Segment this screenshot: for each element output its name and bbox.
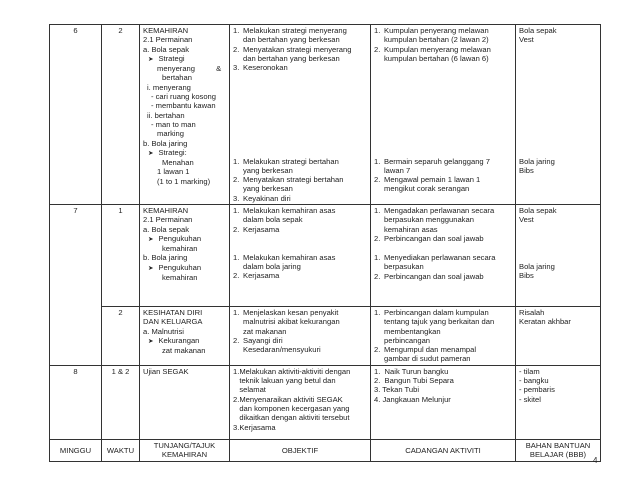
cadangan-8: [371, 365, 516, 439]
bbb-6b: [516, 156, 601, 205]
bbb-8: [516, 365, 601, 439]
activity-item: 2. Mengawal pemain 1 lawan 1 mengikut corak serangan: [374, 175, 481, 194]
objective-item: 3. Keseronokan: [233, 63, 288, 73]
topic-line: b. Bola jaring: [143, 138, 188, 148]
bbb-7-1: [516, 204, 601, 306]
objective-line: dikaitkan dengan aktiviti tersebut: [233, 413, 350, 423]
objektif-7-1: [230, 204, 371, 306]
topic-week-6: [140, 25, 230, 205]
topic-line: KEMAHIRAN: [143, 205, 189, 215]
row-week-6a: [50, 25, 601, 156]
arrow-bullet-icon: ➤: [148, 264, 154, 272]
header-tunjang: TUNJANG/TAJUK KEMAHIRAN: [140, 439, 230, 461]
topic-line: DAN KELUARGA: [143, 317, 203, 327]
row-week-7-period-1: [50, 204, 601, 306]
minggu-6: 6: [50, 25, 102, 205]
objektif-8: [230, 365, 371, 439]
material-item: Vest: [519, 35, 534, 45]
material-item: Bola sepak: [519, 26, 557, 35]
objective-item: 1. Menjelaskan kesan penyakit malnutrisi akibat kekurangan zat makanan: [233, 307, 340, 336]
material-item: Bola jaring: [519, 156, 555, 166]
header-waktu: WAKTU: [102, 439, 140, 461]
objective-item: 1. Melakukan strategi bertahan yang berkesan: [233, 156, 339, 175]
activity-line: 4. Jangkauan Melunjur: [374, 394, 451, 404]
objective-item: 2. Menyatakan strategi menyerang dan bertahan yang berkesan: [233, 44, 352, 63]
page-number: 4: [593, 456, 598, 465]
activity-item: 1. Kumpulan penyerang melawan kumpulan bertahan (2 lawan 2): [374, 26, 489, 45]
topic-line: KESIHATAN DIRI: [143, 307, 203, 317]
activity-item: 1. Bermain separuh gelanggang 7 lawan 7: [374, 156, 490, 175]
material-item: Bibs: [519, 270, 534, 280]
topic-line: a. Bola sepak: [143, 224, 190, 234]
cadangan-7-1: [371, 204, 516, 306]
objective-item: 1. Melakukan kemahiran asas dalam bola jaring: [233, 252, 336, 272]
material-item: Vest: [519, 215, 534, 225]
topic-line: 2.1 Permainan: [143, 215, 193, 225]
activity-item: 1. Perbincangan dalam kumpulan tentang tajuk yang berkaitan dan membentangkan perbincangan: [374, 307, 495, 345]
topic-line: b. Bola jaring: [143, 253, 188, 263]
topic-line: menyerang &: [157, 64, 222, 74]
row-week-8: [50, 365, 601, 439]
objective-item: 2. Sayangi diri Kesedaran/mensyukuri: [233, 335, 321, 355]
table-header-row: [50, 439, 601, 461]
topic-line: marking: [157, 129, 185, 139]
row-week-7-period-2: [50, 306, 601, 365]
objective-line: 1.Melakukan aktiviti-aktiviti dengan: [233, 366, 351, 376]
header-objektif: OBJEKTIF: [230, 439, 371, 461]
activity-item: 2. Perbincangan dan soal jawab: [374, 233, 484, 243]
topic-line: - membantu kawan: [151, 101, 216, 111]
arrow-bullet-icon: ➤: [148, 55, 154, 63]
topic-line: 2.1 Permainan: [143, 35, 193, 45]
topic-line: - man to man: [151, 119, 196, 129]
waktu-7-2: 2: [102, 306, 140, 365]
topic-line: a. Malnutrisi: [143, 326, 184, 336]
material-item: - skitel: [519, 394, 541, 404]
material-item: Keratan akhbar: [519, 317, 571, 327]
activity-line: 3. Tekan Tubi: [374, 385, 420, 395]
objective-item: 1. Melakukan kemahiran asas dalam bola sepak: [233, 205, 336, 225]
cadangan-6b: [371, 156, 516, 205]
topic-line: (1 to 1 marking): [157, 176, 211, 186]
activity-line: 1. Naik Turun bangku: [374, 366, 449, 376]
arrow-bullet-icon: ➤: [148, 235, 154, 243]
header-minggu: MINGGU: [50, 439, 102, 461]
topic-line: Menahan: [162, 158, 194, 168]
topic-line: - cari ruang kosong: [151, 92, 217, 102]
waktu-7-1: 1: [102, 204, 140, 306]
objective-item: 2. Kerjasama: [233, 224, 280, 234]
topic-line: a. Bola sepak: [143, 44, 190, 54]
objective-line: dan komponen kecergasan yang: [233, 403, 350, 413]
topic-bullet: ➤ Pengukuhan: [148, 262, 202, 272]
topic-bullet: ➤ Strategi: [148, 53, 185, 63]
minggu-7: 7: [50, 204, 102, 365]
topic-line: 1 lawan 1: [157, 167, 190, 177]
objektif-6b: [230, 156, 371, 205]
topic-week-8: Ujian SEGAK: [140, 365, 230, 439]
activity-item: 1. Menyediakan perlawanan secara berpasukan: [374, 253, 496, 272]
material-item: - tilam: [519, 366, 540, 376]
activity-item: 2. Perbincangan dan soal jawab: [374, 271, 484, 281]
topic-line: zat makanan: [162, 346, 206, 356]
bbb-7-2: [516, 306, 601, 365]
waktu-6: 2: [102, 25, 140, 205]
topic-bullet: ➤ Kekurangan: [148, 335, 200, 345]
activity-line: 2. Bangun Tubi Separa: [374, 376, 454, 386]
material-item: - pembaris: [519, 385, 555, 395]
objective-item: 3. Keyakinan diri: [233, 193, 291, 203]
topic-bullet: ➤ Strategi:: [148, 147, 187, 157]
waktu-8: 1 & 2: [102, 365, 140, 439]
topic-line: kemahiran: [162, 273, 198, 283]
topic-line: KEMAHIRAN: [143, 26, 189, 35]
activity-item: 1. Mengadakan perlawanan secara berpasukan menggunakan kemahiran asas: [374, 205, 495, 234]
objective-line: teknik lakuan yang betul dan: [233, 376, 336, 386]
objective-item: 1. Melakukan strategi menyerang dan bertahan yang berkesan: [233, 26, 347, 45]
objective-item: 2. Menyatakan strategi bertahan yang berkesan: [233, 175, 344, 194]
objective-line: 3.Kerjasama: [233, 422, 276, 432]
cadangan-7-2: [371, 306, 516, 365]
topic-line: kemahiran: [162, 244, 198, 254]
cadangan-6a: [371, 25, 516, 156]
material-item: Bibs: [519, 165, 534, 175]
objektif-6a: [230, 25, 371, 156]
header-cadangan: CADANGAN AKTIVITI: [371, 439, 516, 461]
lesson-plan-table: [49, 24, 601, 462]
material-item: - bangku: [519, 376, 549, 386]
topic-line: ii. bertahan: [147, 110, 185, 120]
topic-bullet: ➤ Pengukuhan: [148, 233, 202, 243]
objective-line: 2.Menyenaraikan aktiviti SEGAK: [233, 394, 343, 404]
arrow-bullet-icon: ➤: [148, 149, 154, 157]
topic-line: bertahan: [162, 73, 192, 83]
header-bahan: BAHAN BANTUAN BELAJAR (BBB): [516, 439, 601, 461]
activity-item: 2. Kumpulan menyerang melawan kumpulan bertahan (6 lawan 6): [374, 44, 491, 63]
arrow-bullet-icon: ➤: [148, 337, 154, 345]
material-item: Bola jaring: [519, 261, 555, 271]
topic-line: i. menyerang: [147, 82, 191, 92]
minggu-8: 8: [50, 365, 102, 439]
topic-week-7-2: [140, 306, 230, 365]
bbb-6a: [516, 25, 601, 156]
activity-item: 2. Mengumpul dan menampal gambar di sudut pameran: [374, 345, 477, 364]
topic-week-7-1: [140, 204, 230, 306]
objektif-7-2: [230, 306, 371, 365]
material-item: Bola sepak: [519, 205, 557, 215]
material-item: Risalah: [519, 307, 545, 317]
objective-line: selamat: [233, 385, 266, 395]
objective-item: 2. Kerjasama: [233, 271, 280, 281]
